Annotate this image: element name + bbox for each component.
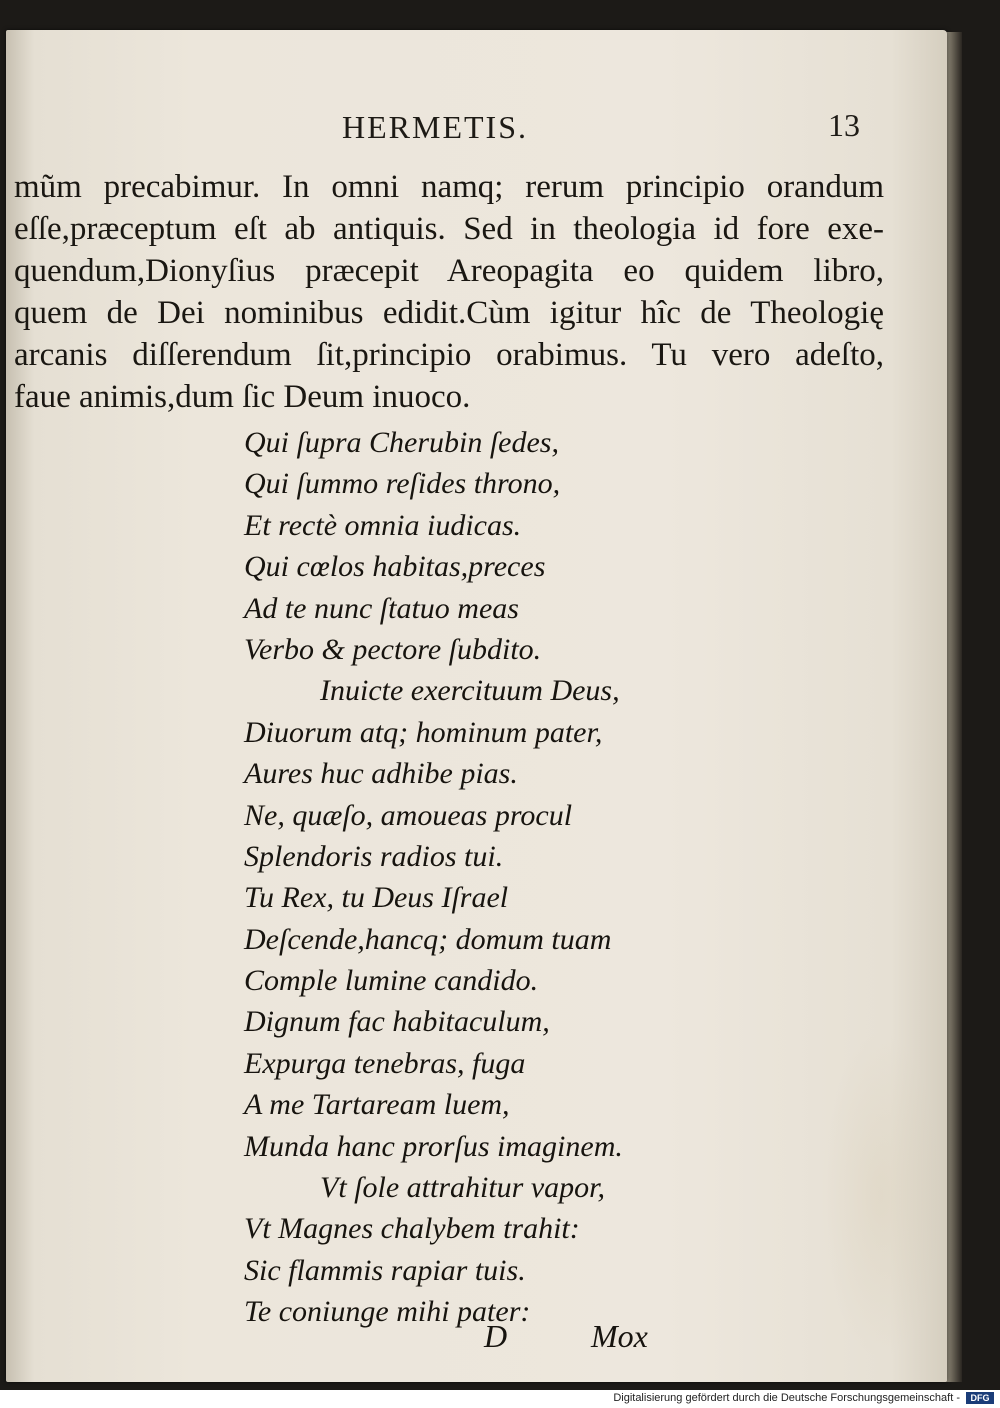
verse-prayer [244,422,623,1333]
prose-line: mũm precabimur. In omni namq; rerum principio orandum [14,169,884,205]
verse-line: Vt ſole attrahitur vapor, [320,1171,605,1205]
water-stain [821,1030,941,1360]
prose-line: quendum,Dionyſius præcepit Areopagita eo quidem libro, [14,253,884,289]
verse-line: Inuicte exercituum Deus, [320,674,620,708]
verse-line: Qui cœlos habitas,preces [244,550,546,584]
verse-line: Deſcende,hancq; domum tuam [244,922,612,956]
prose-paragraph [14,166,884,418]
prose-line: quem de Dei nominibus edidit.Cùm igitur hîc de Theologię [14,295,884,331]
verse-line: Splendoris radios tui. [244,839,504,873]
verse-line: Et rectè omnia iudicas. [244,508,522,542]
dfg-logo: DFG [966,1392,994,1404]
verse-line: Expurga tenebras, fuga [244,1046,526,1080]
verse-line: Dignum fac habitaculum, [244,1005,550,1039]
verse-line: Sic flammis rapiar tuis. [244,1253,526,1287]
verse-line: Te coniunge mihi pater: [244,1295,531,1329]
verse-line: Ad te nunc ſtatuo meas [244,591,519,625]
page-header [6,85,947,145]
verse-line: Comple lumine candido. [244,964,539,998]
book-page [6,30,947,1382]
verse-line: A me Tartaream luem, [244,1088,510,1122]
verse-line: Verbo & pectore ſubdito. [244,632,542,666]
prose-line: eſſe,præceptum eſt ab antiquis. Sed in theologia id fore exe- [14,211,884,247]
signature-mark: D [484,1318,508,1354]
prose-line: faue animis,dum ſic Deum inuoco. [14,379,471,415]
verse-line: Munda hanc prorſus imaginem. [244,1129,623,1163]
prose-line: arcanis diſſerendum ſit,principio orabimus. Tu vero adeſto, [14,337,884,373]
verse-line: Diuorum atq; hominum pater, [244,715,603,749]
page-number: 13 [828,107,860,143]
funding-credit: Digitalisierung gefördert durch die Deutsche Forschungsgemeinschaft - [613,1392,960,1404]
catchword: Mox [591,1318,648,1354]
verse-line: Qui ſupra Cherubin ſedes, [244,426,559,459]
verse-line: Ne, quæſo, amoueas procul [244,798,573,832]
verse-line: Qui ſummo reſides throno, [244,467,561,501]
verse-line: Tu Rex, tu Deus Iſrael [244,881,509,915]
verse-line: Aures huc adhibe pias. [244,757,518,791]
verse-line: Vt Magnes chalybem trahit: [244,1212,580,1246]
digitization-footer [0,1390,1000,1408]
running-head: HERMETIS. [342,109,528,145]
